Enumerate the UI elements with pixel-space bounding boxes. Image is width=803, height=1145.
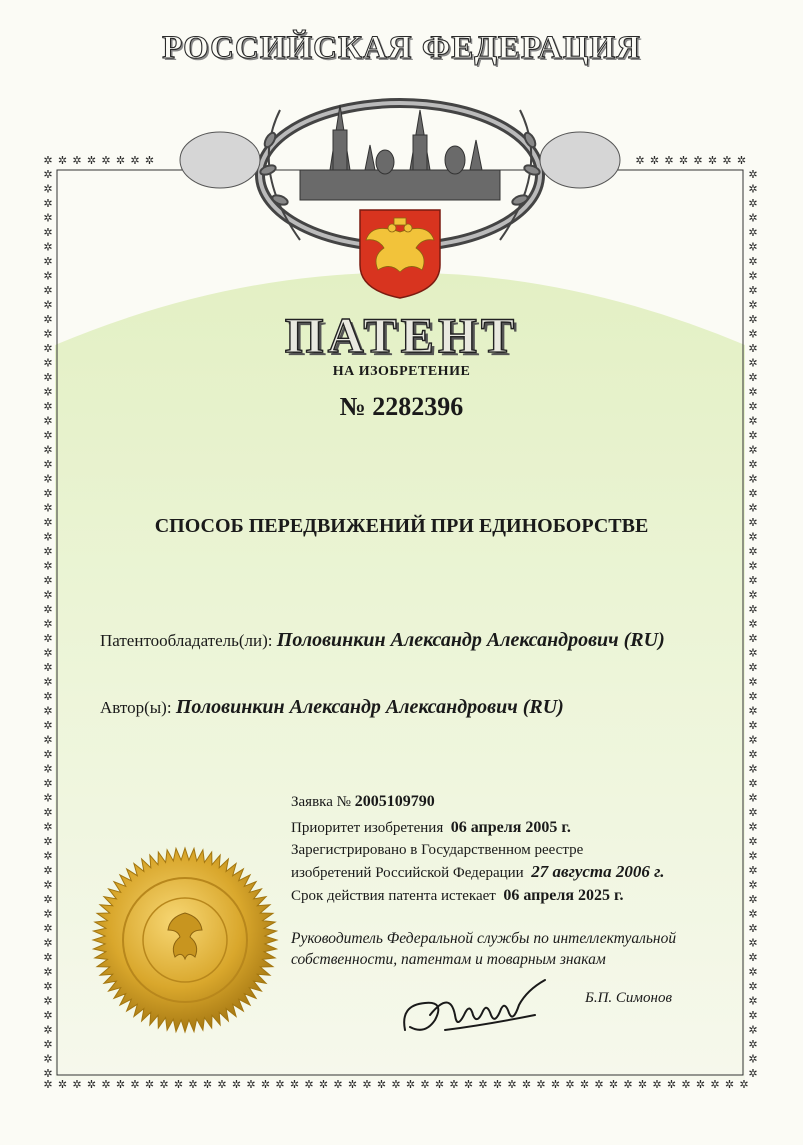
author-label: Автор(ы): xyxy=(100,698,172,717)
border-ornament: ✲ xyxy=(43,472,53,486)
border-ornament: ✲ xyxy=(43,371,53,384)
application-line xyxy=(291,793,435,811)
border-ornament: ✲ xyxy=(649,154,660,167)
border-ornament: ✲ xyxy=(43,690,53,703)
border-ornament: ✲ xyxy=(43,646,53,660)
patent-holder-label: Патентообладатель(ли): xyxy=(100,631,273,650)
application-label: Заявка № xyxy=(291,794,351,810)
border-ornament: ✲ xyxy=(748,1067,758,1080)
border-ornament: ✲ xyxy=(748,617,758,631)
border-ornament: ✲ xyxy=(43,1052,53,1066)
border-ornament: ✲ xyxy=(43,197,53,210)
border-ornament: ✲ xyxy=(43,240,53,254)
border-ornament: ✲ xyxy=(748,907,758,921)
border-ornament: ✲ xyxy=(43,255,53,268)
border-ornament: ✲ xyxy=(748,878,758,892)
border-ornament: ✲ xyxy=(405,1078,416,1091)
border-ornament: ✲ xyxy=(666,1078,677,1091)
document-type-title: ПАТЕНТ xyxy=(284,307,519,363)
border-ornament: ✲ xyxy=(748,748,758,761)
border-ornament: ✲ xyxy=(748,501,758,515)
border-ornament: ✲ xyxy=(86,1078,97,1091)
border-ornament: ✲ xyxy=(707,154,718,167)
border-ornament: ✲ xyxy=(748,603,758,616)
border-ornament: ✲ xyxy=(318,1078,329,1091)
border-ornament: ✲ xyxy=(43,443,53,457)
border-ornament: ✲ xyxy=(43,994,53,1008)
head-position-line-2: собственности, патентам и товарным знакам xyxy=(291,951,606,968)
head-position-line-1: Руководитель Федеральной службы по интеллектуальной xyxy=(291,930,677,947)
border-ornament: ✲ xyxy=(43,298,53,312)
border-ornament: ✲ xyxy=(347,1078,358,1091)
border-ornament: ✲ xyxy=(748,327,758,341)
border-ornament: ✲ xyxy=(748,820,758,834)
priority-date: 06 апреля 2005 г. xyxy=(450,819,571,836)
border-ornament: ✲ xyxy=(748,951,758,964)
border-ornament: ✲ xyxy=(678,154,689,167)
priority-label: Приоритет изобретения xyxy=(291,820,444,836)
border-ornament: ✲ xyxy=(748,182,758,196)
registered-date: 27 августа 2006 г. xyxy=(531,862,665,881)
border-ornament: ✲ xyxy=(695,1078,706,1091)
border-ornament: ✲ xyxy=(101,1078,111,1091)
border-ornament: ✲ xyxy=(478,1078,488,1091)
patent-number: № 2282396 xyxy=(339,392,464,421)
border-ornament: ✲ xyxy=(748,719,758,732)
border-ornament: ✲ xyxy=(43,864,53,877)
border-ornament: ✲ xyxy=(748,922,758,935)
border-ornament: ✲ xyxy=(748,980,758,993)
border-ornament: ✲ xyxy=(43,849,53,863)
border-ornament: ✲ xyxy=(43,501,53,515)
expiry-line xyxy=(291,887,623,905)
border-ornament: ✲ xyxy=(748,240,758,254)
registered-line-1: Зарегистрировано в Государственном реестре xyxy=(291,842,584,858)
border-ornament: ✲ xyxy=(748,284,758,297)
invention-title: СПОСОБ ПЕРЕДВИЖЕНИЙ ПРИ ЕДИНОБОРСТВЕ xyxy=(154,515,649,537)
border-ornament: ✲ xyxy=(637,1078,648,1091)
border-ornament: ✲ xyxy=(246,1078,256,1091)
border-ornament: ✲ xyxy=(43,559,53,573)
patent-holder xyxy=(100,627,740,654)
border-ornament: ✲ xyxy=(43,878,53,892)
border-ornament: ✲ xyxy=(130,1078,140,1091)
border-ornament: ✲ xyxy=(748,168,758,181)
border-ornament: ✲ xyxy=(664,154,674,167)
border-ornament: ✲ xyxy=(748,893,758,906)
priority-line xyxy=(291,819,571,837)
patent-holder-value: Половинкин Александр Александрович (RU) xyxy=(276,629,665,651)
border-ornament: ✲ xyxy=(748,936,758,950)
border-ornament: ✲ xyxy=(231,1078,242,1091)
border-ornament: ✲ xyxy=(748,255,758,268)
border-ornament: ✲ xyxy=(693,154,703,167)
border-ornament: ✲ xyxy=(748,545,758,558)
border-ornament: ✲ xyxy=(748,704,758,718)
border-ornament: ✲ xyxy=(748,762,758,776)
border-ornament: ✲ xyxy=(362,1078,372,1091)
border-ornament: ✲ xyxy=(101,154,111,167)
border-ornament: ✲ xyxy=(748,342,758,355)
border-ornament: ✲ xyxy=(507,1078,517,1091)
border-ornament: ✲ xyxy=(43,154,53,167)
border-ornament: ✲ xyxy=(748,487,758,500)
border-ornament: ✲ xyxy=(536,1078,546,1091)
border-ornament: ✲ xyxy=(748,777,758,790)
country-title: РОССИЙСКАЯ ФЕДЕРАЦИЯ xyxy=(162,30,641,66)
border-ornament: ✲ xyxy=(43,806,53,819)
border-ornament: ✲ xyxy=(159,1078,169,1091)
border-ornament: ✲ xyxy=(623,1078,633,1091)
border-ornament: ✲ xyxy=(43,791,53,805)
border-ornament: ✲ xyxy=(260,1078,271,1091)
application-number: 2005109790 xyxy=(354,793,435,810)
border-ornament: ✲ xyxy=(43,936,53,950)
border-ornament: ✲ xyxy=(43,907,53,921)
border-ornament: ✲ xyxy=(420,1078,430,1091)
border-ornament: ✲ xyxy=(748,733,758,747)
border-ornament: ✲ xyxy=(43,313,53,326)
border-ornament: ✲ xyxy=(57,154,68,167)
border-ornament: ✲ xyxy=(681,1078,691,1091)
border-ornament: ✲ xyxy=(289,1078,300,1091)
border-ornament: ✲ xyxy=(43,675,53,689)
border-ornament: ✲ xyxy=(333,1078,343,1091)
border-ornament: ✲ xyxy=(748,1052,758,1066)
border-ornament: ✲ xyxy=(130,154,140,167)
border-ornament: ✲ xyxy=(43,951,53,964)
border-ornament: ✲ xyxy=(521,1078,532,1091)
border-ornament: ✲ xyxy=(748,632,758,645)
handwritten-signature xyxy=(395,975,565,1045)
border-ornament: ✲ xyxy=(43,574,53,587)
border-ornament: ✲ xyxy=(43,1023,53,1037)
border-ornament: ✲ xyxy=(43,168,53,181)
border-ornament: ✲ xyxy=(635,154,645,167)
border-ornament: ✲ xyxy=(43,748,53,761)
border-ornament: ✲ xyxy=(57,1078,68,1091)
border-ornament: ✲ xyxy=(748,414,758,428)
border-ornament: ✲ xyxy=(748,1023,758,1037)
border-ornament: ✲ xyxy=(748,849,758,863)
border-ornament: ✲ xyxy=(391,1078,401,1091)
border-ornament: ✲ xyxy=(43,922,53,935)
border-ornament: ✲ xyxy=(492,1078,503,1091)
border-ornament: ✲ xyxy=(710,1078,720,1091)
border-ornament: ✲ xyxy=(449,1078,459,1091)
border-ornament: ✲ xyxy=(748,211,758,225)
border-ornament: ✲ xyxy=(43,182,53,196)
border-ornament: ✲ xyxy=(748,675,758,689)
border-ornament: ✲ xyxy=(748,385,758,399)
border-ornament: ✲ xyxy=(748,269,758,283)
registered-label: изобретений Российской Федерации xyxy=(291,865,524,881)
border-ornament: ✲ xyxy=(739,1078,749,1091)
border-ornament: ✲ xyxy=(43,226,53,239)
author-value: Половинкин Александр Александрович (RU) xyxy=(175,696,564,718)
border-ornament: ✲ xyxy=(43,1078,53,1091)
border-ornament: ✲ xyxy=(43,400,53,413)
border-ornament: ✲ xyxy=(748,530,758,544)
border-ornament: ✲ xyxy=(652,1078,662,1091)
expiry-date: 06 апреля 2025 г. xyxy=(503,887,624,904)
border-ornament: ✲ xyxy=(144,1078,155,1091)
border-ornament: ✲ xyxy=(43,545,53,558)
border-ornament: ✲ xyxy=(748,690,758,703)
border-ornament: ✲ xyxy=(43,429,53,442)
border-ornament: ✲ xyxy=(748,791,758,805)
border-ornament: ✲ xyxy=(748,313,758,326)
border-ornament: ✲ xyxy=(748,1009,758,1022)
signer-name: Б.П. Симонов xyxy=(585,990,672,1006)
border-ornament: ✲ xyxy=(304,1078,314,1091)
border-ornament: ✲ xyxy=(43,603,53,616)
border-ornament: ✲ xyxy=(748,458,758,471)
border-ornament: ✲ xyxy=(463,1078,474,1091)
border-ornament: ✲ xyxy=(608,1078,619,1091)
border-ornament: ✲ xyxy=(43,733,53,747)
border-ornament: ✲ xyxy=(748,646,758,660)
border-ornament: ✲ xyxy=(43,777,53,790)
border-ornament: ✲ xyxy=(43,588,53,602)
border-ornament: ✲ xyxy=(43,284,53,297)
border-ornament: ✲ xyxy=(43,820,53,834)
border-ornament: ✲ xyxy=(748,864,758,877)
border-ornament: ✲ xyxy=(748,197,758,210)
border-ornament: ✲ xyxy=(72,1078,82,1091)
border-ornament: ✲ xyxy=(43,516,53,529)
border-ornament: ✲ xyxy=(115,154,126,167)
border-ornament: ✲ xyxy=(43,617,53,631)
border-ornament: ✲ xyxy=(748,298,758,312)
border-ornament: ✲ xyxy=(43,719,53,732)
border-ornament: ✲ xyxy=(43,327,53,341)
border-ornament: ✲ xyxy=(748,835,758,848)
border-ornament: ✲ xyxy=(144,154,155,167)
border-ornament: ✲ xyxy=(43,762,53,776)
kremlin-emblem xyxy=(0,0,803,310)
border-ornament: ✲ xyxy=(748,1038,758,1051)
border-ornament: ✲ xyxy=(43,1067,53,1080)
border-ornament: ✲ xyxy=(376,1078,387,1091)
border-ornament: ✲ xyxy=(43,356,53,370)
border-ornament: ✲ xyxy=(43,269,53,283)
border-ornament: ✲ xyxy=(43,980,53,993)
border-ornament: ✲ xyxy=(748,559,758,573)
border-ornament: ✲ xyxy=(43,965,53,979)
border-ornament: ✲ xyxy=(217,1078,227,1091)
author xyxy=(100,694,740,721)
border-ornament: ✲ xyxy=(594,1078,604,1091)
registered-line-2 xyxy=(291,862,664,882)
border-ornament: ✲ xyxy=(43,632,53,645)
border-ornament: ✲ xyxy=(43,893,53,906)
border-ornament: ✲ xyxy=(748,371,758,384)
border-ornament: ✲ xyxy=(748,588,758,602)
border-ornament: ✲ xyxy=(748,400,758,413)
border-ornament: ✲ xyxy=(173,1078,184,1091)
border-ornament: ✲ xyxy=(115,1078,126,1091)
border-ornament: ✲ xyxy=(748,806,758,819)
border-ornament: ✲ xyxy=(43,414,53,428)
border-ornament: ✲ xyxy=(43,530,53,544)
border-ornament: ✲ xyxy=(275,1078,285,1091)
border-ornament: ✲ xyxy=(579,1078,590,1091)
border-ornament: ✲ xyxy=(748,356,758,370)
border-ornament: ✲ xyxy=(748,472,758,486)
border-ornament: ✲ xyxy=(43,835,53,848)
border-ornament: ✲ xyxy=(43,704,53,718)
border-ornament: ✲ xyxy=(43,342,53,355)
document-subtitle: НА ИЗОБРЕТЕНИЕ xyxy=(332,364,471,379)
border-ornament: ✲ xyxy=(43,211,53,225)
border-ornament: ✲ xyxy=(748,965,758,979)
border-ornament: ✲ xyxy=(565,1078,575,1091)
border-ornament: ✲ xyxy=(748,574,758,587)
border-ornament: ✲ xyxy=(43,1038,53,1051)
border-ornament: ✲ xyxy=(43,487,53,500)
border-ornament: ✲ xyxy=(86,154,97,167)
border-ornament: ✲ xyxy=(748,443,758,457)
head-position xyxy=(291,928,731,970)
border-ornament: ✲ xyxy=(736,154,747,167)
border-ornament: ✲ xyxy=(72,154,82,167)
border-ornament: ✲ xyxy=(748,661,758,674)
border-ornament: ✲ xyxy=(748,226,758,239)
border-ornament: ✲ xyxy=(748,429,758,442)
border-ornament: ✲ xyxy=(188,1078,198,1091)
border-ornament: ✲ xyxy=(43,385,53,399)
border-ornament: ✲ xyxy=(722,154,732,167)
border-ornament: ✲ xyxy=(43,1009,53,1022)
border-ornament: ✲ xyxy=(202,1078,213,1091)
border-ornament: ✲ xyxy=(550,1078,561,1091)
expiry-label: Срок действия патента истекает xyxy=(291,888,496,904)
border-ornament: ✲ xyxy=(43,458,53,471)
gold-seal xyxy=(90,845,280,1035)
border-ornament: ✲ xyxy=(724,1078,735,1091)
border-ornament: ✲ xyxy=(748,994,758,1008)
border-ornament: ✲ xyxy=(748,516,758,529)
border-ornament: ✲ xyxy=(434,1078,445,1091)
border-ornament: ✲ xyxy=(43,661,53,674)
